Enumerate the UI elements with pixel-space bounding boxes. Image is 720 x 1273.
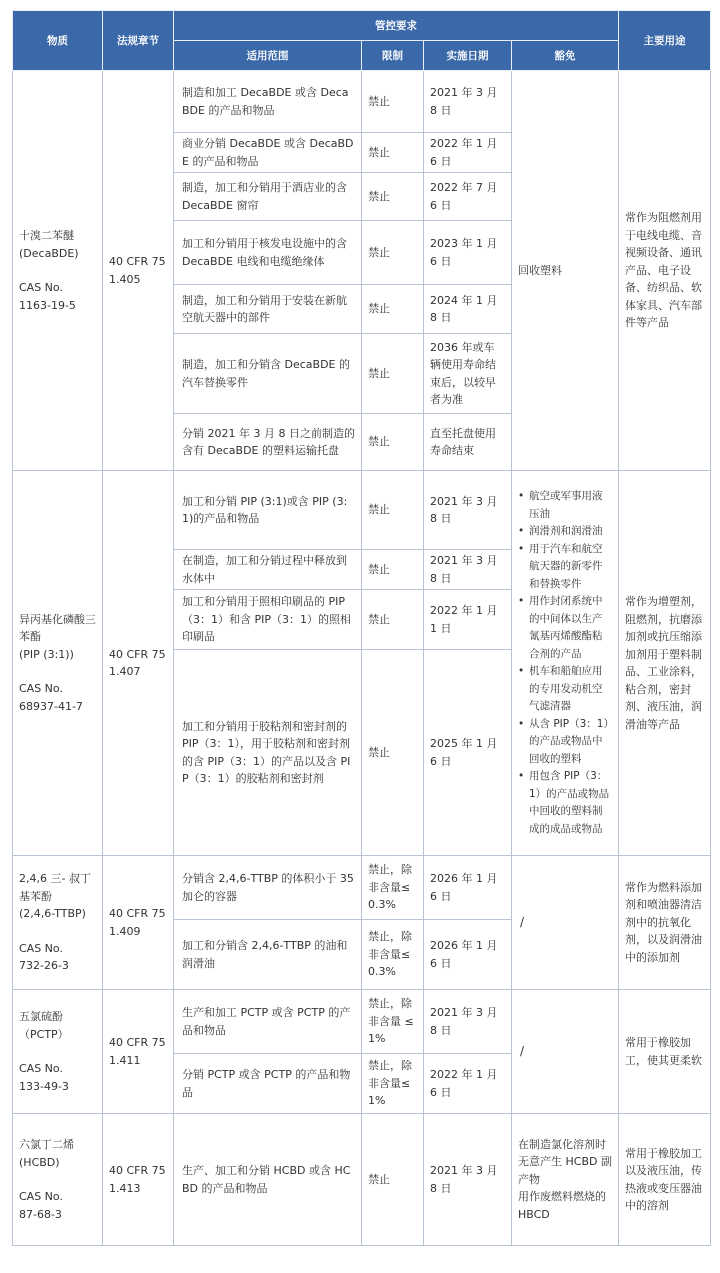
table-row [13, 71, 711, 133]
substance-name: 六氯丁二烯 [19, 1138, 74, 1151]
exemption-item: • 用于汽车和航空航天器的新零件和替换零件 [518, 541, 612, 594]
scope-cell: 加工和分销 PIP (3:1)或含 PIP (3:1)的产品和物品 [174, 471, 362, 550]
date-cell: 2021 年 3 月 8 日 [424, 990, 512, 1054]
regulation-cell: 40 CFR 751.413 [103, 1114, 174, 1246]
limit-cell: 禁止 [362, 71, 424, 133]
usage-cell: 常作为增塑剂，阻燃剂，抗磨添加剂或抗压缩添加剂用于塑料制品、工业涂料，粘合剂，密封剂、液压油，润滑油等产品 [619, 471, 711, 856]
date-cell: 2026 年 1 月 6 日 [424, 856, 512, 920]
substance-cell [13, 856, 103, 990]
date-cell: 2022 年 7 月 6 日 [424, 173, 512, 221]
cas-number: 87-68-3 [19, 1207, 62, 1221]
limit-cell: 禁止 [362, 285, 424, 334]
scope-cell: 加工和分销用于核发电设施中的含 DecaBDE 电线和电缆绝缘体 [174, 221, 362, 285]
regulation-cell: 40 CFR 751.411 [103, 990, 174, 1114]
header-control: 管控要求 [174, 11, 619, 41]
table-row [13, 990, 711, 1054]
date-cell: 直至托盘使用寿命结束 [424, 414, 512, 471]
regulation-cell: 40 CFR 751.407 [103, 471, 174, 856]
regulation-table-container [12, 10, 710, 1246]
scope-cell: 生产和加工 PCTP 或含 PCTP 的产品和物品 [174, 990, 362, 1054]
limit-cell: 禁止 [362, 650, 424, 856]
date-cell: 2021 年 3 月 8 日 [424, 1114, 512, 1246]
usage-cell: 常作为阻燃剂用于电线电缆、音视频设备、通讯产品、电子设备、纺织品、软体家具、汽车部件等产品 [619, 71, 711, 471]
scope-cell: 生产、加工和分销 HCBD 或含 HCBD 的产品和物品 [174, 1114, 362, 1246]
scope-cell: 分销含 2,4,6-TTBP 的体积小于 35 加仑的容器 [174, 856, 362, 920]
substance-name: 2,4,6 三- 叔丁基苯酚 [19, 872, 91, 903]
scope-cell: 加工和分销用于照相印刷品的 PIP（3：1）和含 PIP（3：1）的照相印刷品 [174, 590, 362, 650]
header-regulation: 法规章节 [103, 11, 174, 71]
table-row [13, 1114, 711, 1246]
scope-cell: 加工和分销含 2,4,6-TTBP 的油和润滑油 [174, 920, 362, 990]
exemption-line: 在制造氯化溶剂时无意产生 HCBD 副产物 [518, 1137, 612, 1186]
limit-cell: 禁止 [362, 590, 424, 650]
date-cell: 2036 年或车辆使用寿命结束后，以较早者为准 [424, 334, 512, 414]
date-cell: 2025 年 1 月 6 日 [424, 650, 512, 856]
limit-cell: 禁止，除非含量≤0.3% [362, 856, 424, 920]
header-substance: 物质 [13, 11, 103, 71]
substance-name: 异丙基化磷酸三苯酯 [19, 612, 96, 644]
header-date: 实施日期 [424, 41, 512, 71]
regulation-table [12, 10, 711, 1246]
limit-cell: 禁止 [362, 173, 424, 221]
table-row [13, 471, 711, 550]
date-cell: 2022 年 1 月 1 日 [424, 590, 512, 650]
limit-cell: 禁止，除非含量≤1% [362, 1054, 424, 1114]
exemption-cell: / [512, 856, 619, 990]
scope-cell: 加工和分销用于胶粘剂和密封剂的 PIP（3：1），用于胶粘剂和密封剂的含 PIP（3：1）的产品以及含 PIP（3：1）的胶粘剂和密封剂 [174, 650, 362, 856]
scope-cell: 在制造，加工和分销过程中释放到水体中 [174, 550, 362, 590]
substance-abbr: (DecaBDE) [19, 246, 79, 260]
cas-label: CAS No. [19, 941, 63, 955]
substance-cell [13, 1114, 103, 1246]
limit-cell: 禁止 [362, 1114, 424, 1246]
limit-cell: 禁止 [362, 414, 424, 471]
scope-cell: 商业分销 DecaBDE 或含 DecaBDE 的产品和物品 [174, 133, 362, 173]
date-cell: 2023 年 1 月 6 日 [424, 221, 512, 285]
substance-cell [13, 71, 103, 471]
cas-label: CAS No. [19, 281, 63, 294]
exemption-item: • 机车和船舶应用的专用发动机空气滤清器 [518, 663, 612, 716]
exemption-item: • 润滑剂和润滑油 [518, 523, 612, 541]
date-cell: 2024 年 1 月 8 日 [424, 285, 512, 334]
header-row-top [13, 11, 711, 41]
cas-number: 133-49-3 [19, 1079, 69, 1093]
limit-cell: 禁止，除非含量 ≤ 1% [362, 990, 424, 1054]
date-cell: 2021 年 3 月 8 日 [424, 550, 512, 590]
limit-cell: 禁止 [362, 550, 424, 590]
date-cell: 2021 年 3 月 8 日 [424, 471, 512, 550]
exemption-cell [512, 471, 619, 856]
date-cell: 2022 年 1 月 6 日 [424, 133, 512, 173]
usage-cell: 常用于橡胶加工，使其更柔软 [619, 990, 711, 1114]
substance-abbr: (PIP (3:1)) [19, 647, 74, 661]
exemption-line: 用作废燃料燃烧的 HBCD [518, 1190, 606, 1221]
substance-abbr: (2,4,6-TTBP) [19, 907, 86, 921]
table-row [13, 856, 711, 920]
cas-label: CAS No. [19, 682, 63, 696]
regulation-cell: 40 CFR 751.409 [103, 856, 174, 990]
limit-cell: 禁止 [362, 334, 424, 414]
substance-abbr: (HCBD) [19, 1155, 60, 1169]
cas-number: 68937-41-7 [19, 699, 83, 713]
exemption-cell: / [512, 990, 619, 1114]
header-usage: 主要用途 [619, 11, 711, 71]
exemption-cell [512, 1114, 619, 1246]
limit-cell: 禁止 [362, 133, 424, 173]
exemption-item: • 航空或军事用液压油 [518, 488, 612, 523]
regulation-cell: 40 CFR 751.405 [103, 71, 174, 471]
usage-cell: 常用于橡胶加工以及液压油，传热液或变压器油中的溶剂 [619, 1114, 711, 1246]
cas-number: 1163-19-5 [19, 298, 76, 312]
substance-cell [13, 990, 103, 1114]
exemption-item: • 用包含 PIP（3：1）的产品或物品中回收的塑料制成的成品或物品 [518, 768, 612, 838]
scope-cell: 制造，加工和分销用于酒店业的含 DecaBDE 窗帘 [174, 173, 362, 221]
scope-cell: 分销 2021 年 3 月 8 日之前制造的含有 DecaBDE 的塑料运输托盘 [174, 414, 362, 471]
cas-label: CAS No. [19, 1062, 63, 1075]
limit-cell: 禁止 [362, 221, 424, 285]
scope-cell: 制造，加工和分销含 DecaBDE 的汽车替换零件 [174, 334, 362, 414]
scope-cell: 制造，加工和分销用于安装在新航空航天器中的部件 [174, 285, 362, 334]
limit-cell: 禁止，除非含量≤0.3% [362, 920, 424, 990]
substance-name: 十溴二苯醚 [19, 229, 74, 242]
exemption-item: • 从含 PIP（3：1）的产品或物品中回收的塑料 [518, 716, 612, 769]
date-cell: 2022 年 1 月 6 日 [424, 1054, 512, 1114]
header-limit: 限制 [362, 41, 424, 71]
cas-number: 732-26-3 [19, 959, 69, 973]
scope-cell: 分销 PCTP 或含 PCTP 的产品和物品 [174, 1054, 362, 1114]
cas-label: CAS No. [19, 1190, 63, 1203]
header-exemption: 豁免 [512, 41, 619, 71]
date-cell: 2021 年 3 月 8 日 [424, 71, 512, 133]
exemption-list [518, 488, 612, 838]
substance-name: 五氯硫酚 [19, 1010, 63, 1023]
limit-cell: 禁止 [362, 471, 424, 550]
header-scope: 适用范围 [174, 41, 362, 71]
scope-cell: 制造和加工 DecaBDE 或含 DecaBDE 的产品和物品 [174, 71, 362, 133]
substance-cell [13, 471, 103, 856]
date-cell: 2026 年 1 月 6 日 [424, 920, 512, 990]
usage-cell: 常作为燃料添加剂和喷油器清洁剂中的抗氧化剂，以及润滑油中的添加剂 [619, 856, 711, 990]
exemption-cell: 回收塑料 [512, 71, 619, 471]
substance-abbr: （PCTP） [19, 1027, 69, 1041]
exemption-item: • 用作封闭系统中的中间体以生产氰基丙烯酸酯粘合剂的产品 [518, 593, 612, 663]
